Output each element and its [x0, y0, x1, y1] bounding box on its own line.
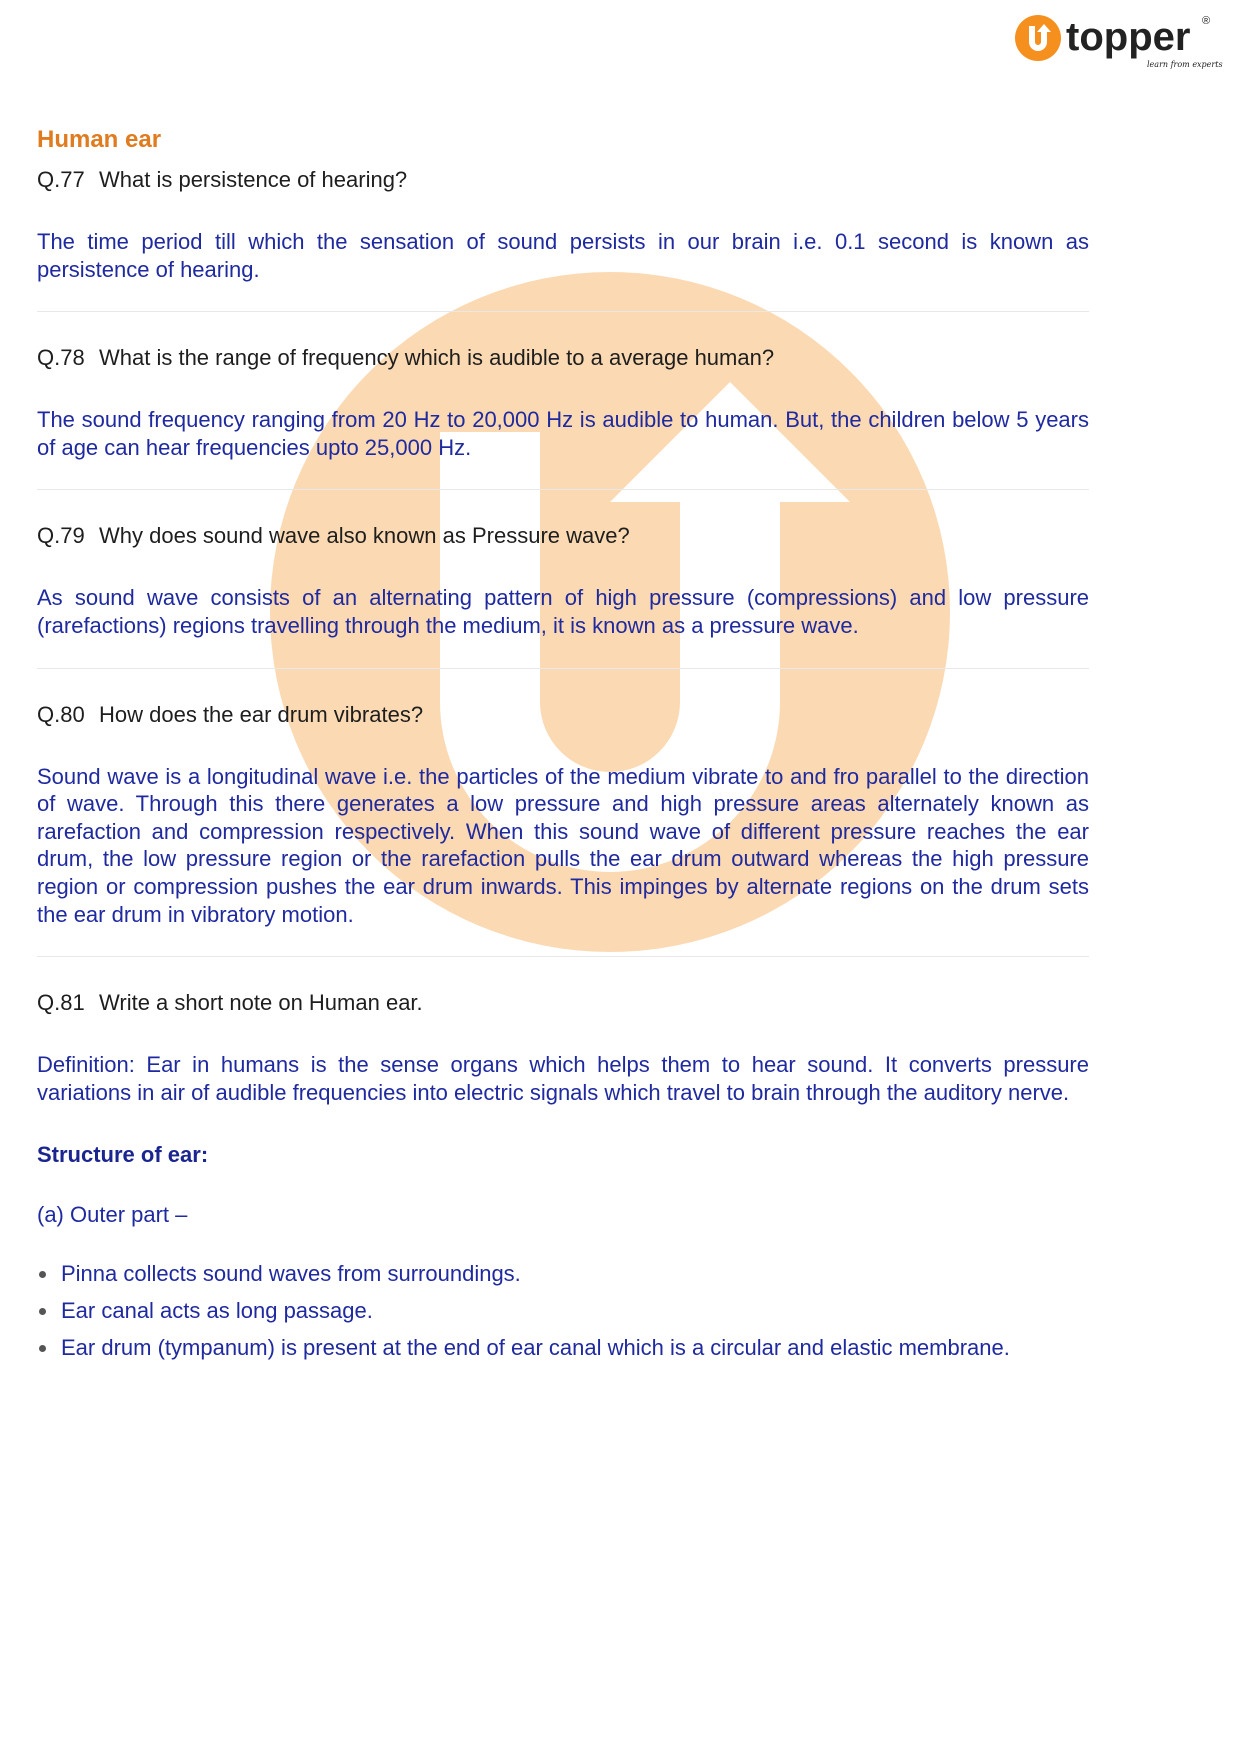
question-text: Write a short note on Human ear.: [99, 990, 423, 1016]
qa-item-79: [37, 522, 1089, 668]
question: [37, 701, 1089, 729]
qa-item-77: [37, 166, 1089, 312]
structure-heading: Structure of ear:: [37, 1142, 209, 1168]
list-item-text: Ear drum (tympanum) is present at the end of ear canal which is a circular and elastic membrane.: [61, 1335, 1010, 1361]
qa-item-78: [37, 344, 1089, 490]
question-number: Q.78: [37, 345, 85, 371]
question-number: Q.79: [37, 523, 85, 549]
list-item: [37, 1297, 1089, 1325]
bullet-list: [37, 1260, 1089, 1362]
question-number: Q.81: [37, 990, 85, 1016]
question-number: Q.80: [37, 701, 85, 727]
qa-item-80: [37, 701, 1089, 958]
answer-text: The sound frequency ranging from 20 Hz to 20,000 Hz is audible to human. But, the children below 5 years of age can hear frequencies upto 25,000 Hz.: [37, 407, 1089, 460]
list-item-text: Ear canal acts as long passage.: [61, 1298, 373, 1324]
answer-text: Definition: Ear in humans is the sense organs which helps them to hear sound. It converts pressure variations in air of audible frequencies into electric signals which travel to brain through the auditory nerve.: [37, 1052, 1089, 1105]
registered-mark: ®: [1202, 15, 1211, 27]
topper-logo: [1014, 10, 1223, 74]
question-text: What is persistence of hearing?: [99, 167, 408, 192]
question-text: Why does sound wave also known as Pressure wave?: [99, 523, 630, 549]
outer-part-label: (a) Outer part –: [37, 1202, 188, 1228]
question: [37, 522, 1089, 550]
question-text: What is the range of frequency which is audible to a average human?: [99, 345, 775, 371]
bullet-icon: [39, 1345, 46, 1352]
question: [37, 344, 1089, 372]
qa-item-81: [37, 989, 1089, 1106]
list-item-text: Pinna collects sound waves from surroundings.: [61, 1261, 521, 1287]
list-item: [37, 1334, 1089, 1362]
bullet-icon: [39, 1308, 46, 1315]
answer-text: The time period till which the sensation of sound persists in our brain i.e. 0.1 second is known as persistence of hearing.: [37, 229, 1089, 282]
question: [37, 989, 1089, 1017]
list-item: [37, 1260, 1089, 1288]
logo-name: topper: [1066, 15, 1191, 59]
logo-tagline: learn from experts: [1147, 60, 1223, 69]
answer-text: As sound wave consists of an alternating pattern of high pressure (compressions) and low pressure (rarefactions) regions travelling through the medium, it is known as a pressure wave.: [37, 585, 1089, 638]
section-title: Human ear: [37, 126, 162, 153]
bullet-icon: [39, 1271, 46, 1278]
topper-logo-icon: [1014, 10, 1223, 74]
question-number: Q.77: [37, 167, 85, 192]
document-body: [37, 120, 1089, 1371]
question-text: How does the ear drum vibrates?: [99, 701, 424, 727]
question: [37, 166, 1089, 194]
answer-text: Sound wave is a longitudinal wave i.e. the particles of the medium vibrate to and fro parallel to the direction of wave. Through this there generates a low pressure and high pressure areas alternately known as rarefaction and compression respectively. When this sound wave of different pressure reaches the ear drum, the low pressure region or the rarefaction pulls the ear drum outward whereas the high pressure region or compression pushes the ear drum inwards. This impinges by alternate regions on the drum sets the ear drum in vibratory motion.: [37, 763, 1089, 927]
